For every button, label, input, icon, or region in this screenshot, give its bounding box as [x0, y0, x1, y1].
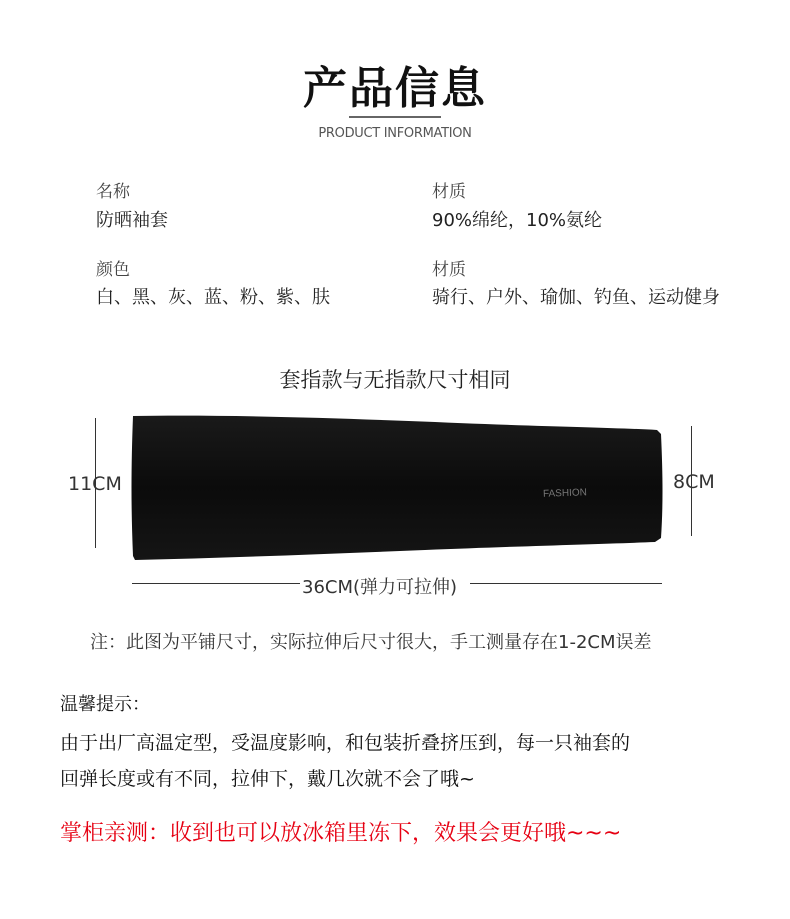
title-divider — [349, 116, 441, 118]
tips-line-2: 回弹长度或有不同，拉伸下，戴几次就不会了哦~ — [60, 768, 475, 790]
size-heading: 套指款与无指款尺寸相同 — [279, 368, 511, 392]
page-title: 产品信息 — [303, 63, 487, 114]
spec-label-name: 名称 — [96, 182, 130, 202]
page-subtitle: PRODUCT INFORMATION — [318, 126, 472, 141]
length-line-left — [132, 583, 300, 584]
tips-line-1: 由于出厂高温定型，受温度影响，和包装折叠挤压到，每一只袖套的 — [60, 732, 631, 754]
left-height-label: 11CM — [68, 473, 122, 495]
sleeve-print: FASHION — [542, 487, 588, 500]
length-line-right — [470, 583, 662, 584]
spec-label-usage: 材质 — [432, 260, 466, 280]
measurement-note: 注：此图为平铺尺寸，实际拉伸后尺寸很大，手工测量存在1-2CM误差 — [90, 632, 652, 653]
spec-label-color: 颜色 — [96, 260, 130, 280]
spec-label-material: 材质 — [432, 182, 466, 202]
sleeve-illustration — [125, 408, 670, 568]
spec-value-name: 防晒袖套 — [96, 210, 168, 231]
spec-value-color: 白、黑、灰、蓝、粉、紫、肤 — [96, 287, 330, 308]
spec-value-usage: 骑行、户外、瑜伽、钓鱼、运动健身 — [432, 287, 720, 308]
right-height-label: 8CM — [673, 471, 715, 493]
tips-heading: 温馨提示： — [60, 694, 150, 715]
spec-value-material: 90%绵纶，10%氨纶 — [432, 210, 603, 231]
highlight-tip: 掌柜亲测：收到也可以放冰箱里冻下，效果会更好哦~~~ — [60, 821, 622, 846]
length-label: 36CM(弹力可拉伸) — [302, 577, 458, 598]
